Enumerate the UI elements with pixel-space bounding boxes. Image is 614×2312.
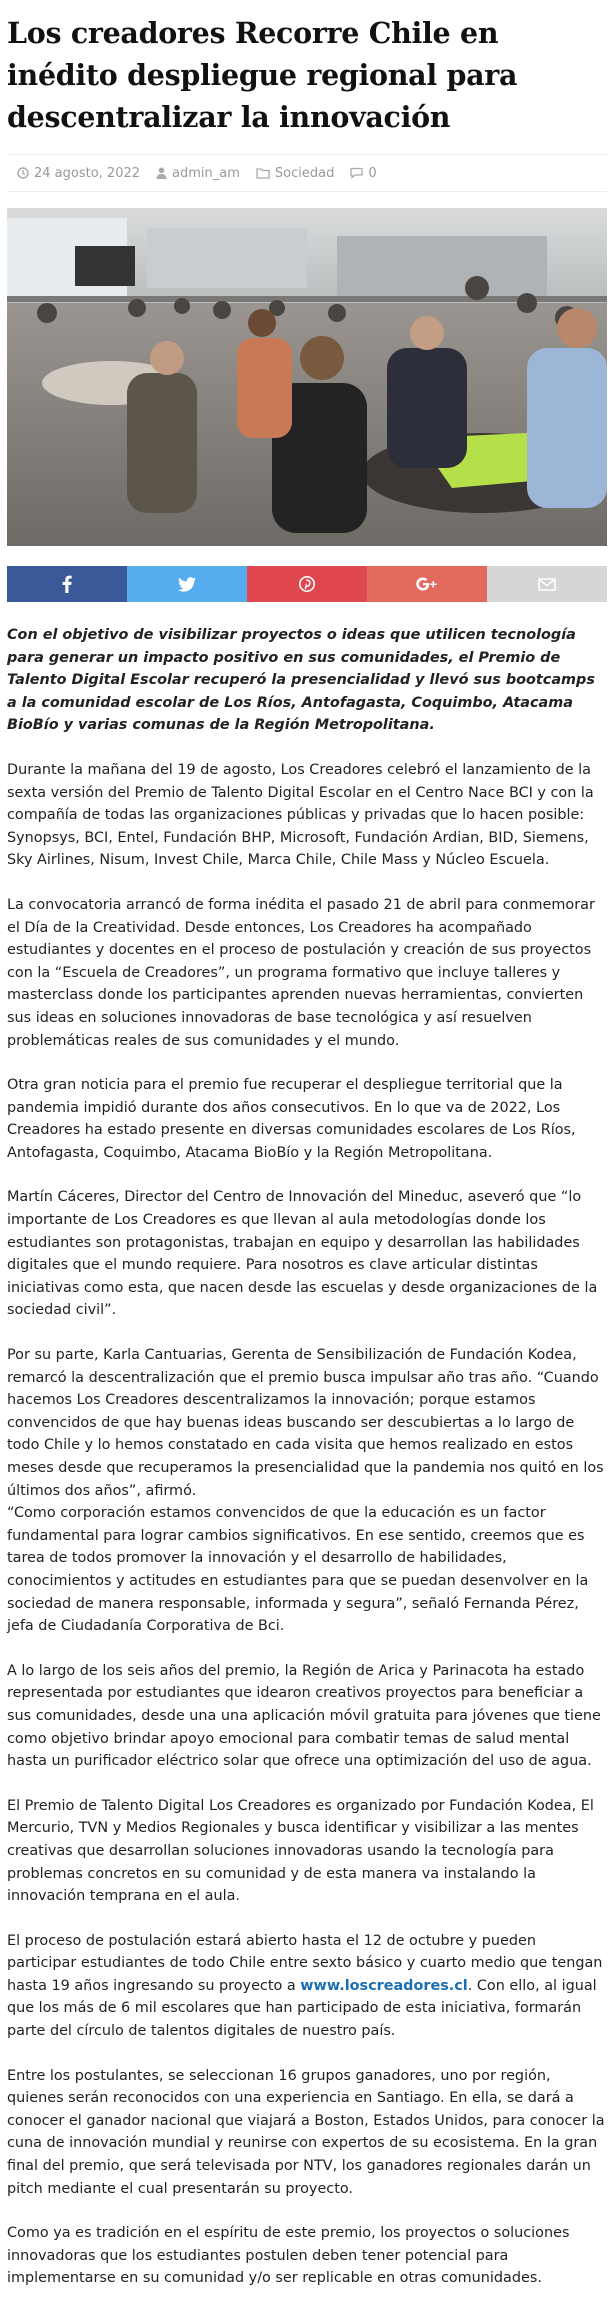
article xyxy=(7,0,607,2287)
meta-category[interactable] xyxy=(256,166,334,181)
article-meta xyxy=(7,154,607,192)
email-icon xyxy=(538,578,556,591)
twitter-icon xyxy=(178,577,196,592)
share-facebook-button[interactable] xyxy=(7,566,127,602)
article-title: Los creadores Recorre Chile en inédito despliegue regional para descentralizar la innovación xyxy=(7,16,518,134)
folder-icon xyxy=(256,167,270,179)
body-paragraph-9-start: El proceso de postulación estará abierto hasta el 12 de octubre y pueden participar estudiantes de todo Chile entre sexto básico y cuarto medio que tengan hasta 19 años ingresando su proyecto a xyxy=(7,1932,603,1994)
loscreadores-link[interactable]: www.loscreadores.cl xyxy=(300,1977,468,1994)
photo-of-workshop-room xyxy=(7,208,607,546)
share-email-button[interactable] xyxy=(487,566,607,602)
meta-author[interactable] xyxy=(156,166,240,181)
share-pinterest-button[interactable] xyxy=(247,566,367,602)
body-paragraph-1: Durante la mañana del 19 de agosto, Los Creadores celebró el lanzamiento de la sexta versión del Premio de Talento Digital Escolar en el Centro Nace BCI y con la compañía de todas las organizaciones públicas y privadas que lo hacen posible: Synopsys, BCI, Entel, Fundación BHP, Microsoft, Fundación Ardian, BID, Siemens, Sky Airlines, Nisum, Invest Chile, Marca Chile, Chile Mass y Núcleo Escuela. xyxy=(7,761,594,869)
meta-author-text: admin_am xyxy=(172,165,240,181)
user-icon xyxy=(156,167,167,179)
body-paragraph-4: Martín Cáceres, Director del Centro de Innovación del Mineduc, aseveró que “lo importante de Los Creadores es que llevan al aula metodologías donde los estudiantes son protagonistas, trabajan en equipo y desarrollan las habilidades digitales que el mundo requiere. Para nosotros es clave articular distintas iniciativas como esta, que nacen desde las escuelas y desde organizaciones de la sociedad civil”. xyxy=(7,1189,598,1319)
body-paragraph-3: Otra gran noticia para el premio fue recuperar el despliegue territorial que la pandemia impidió durante dos años consecutivos. En lo que va de 2022, Los Creadores ha estado presente en diversas comunidades escolares de Los Ríos, Antofagasta, Coquimbo, Atacama BioBío y la Región Metropolitana. xyxy=(7,1077,576,1161)
meta-comments[interactable] xyxy=(350,166,376,181)
share-bar xyxy=(7,566,607,602)
body-paragraph-5: Por su parte, Karla Cantuarias, Gerenta de Sensibilización de Fundación Kodea, remarcó la descentralización que el premio busca impulsar año tras año. “Cuando hacemos Los Creadores descentralizamos la innovación; porque estamos convencidos de que hay buenas ideas buscando ser descubiertas a lo largo de todo Chile y lo hemos constatado en cada visita que hemos realizado en estos meses desde que recuperamos la presencialidad que la pandemia nos quitó en los últimos dos años”, afirmó. xyxy=(7,1347,604,1499)
body-paragraph-11: Como ya es tradición en el espíritu de este premio, los proyectos o soluciones innovadoras que los estudiantes postulen deben tener potencial para implementarse en su comunidad y/o ser replicable en otras comunidades. xyxy=(7,2225,570,2287)
meta-date[interactable] xyxy=(17,166,140,181)
facebook-icon xyxy=(62,575,72,593)
clock-icon xyxy=(17,167,29,179)
body-paragraph-10: Entre los postulantes, se seleccionan 16 grupos ganadores, uno por región, quienes serán reconocidos con una experiencia en Santiago. En ella, se dará a conocer el ganador nacional que viajará a Boston, Estados Unidos, para conocer la cuna de innovación mundial y reunirse con expertos de su ecosistema. En la gran final del premio, que será televisada por NTV, los ganadores regionales darán un pitch mediante el cual presentarán su proyecto. xyxy=(7,2067,605,2197)
comment-icon xyxy=(350,167,363,179)
body-paragraph-8: El Premio de Talento Digital Los Creadores es organizado por Fundación Kodea, El Mercurio, TVN y Medios Regionales y busca identificar y visibilizar a las mentes creativas que desarrollan soluciones innovadoras usando la tecnología para problemas concretos en su comunidad y de esta manera va instalando la innovación temprana en el aula. xyxy=(7,1797,594,1905)
body-paragraph-9-end: . Con ello, al igual que los más de 6 mil escolares que han participado de esta iniciativa, formarán parte del círculo de talentos digitales de nuestro país. xyxy=(7,1977,597,2040)
body-paragraph-6: “Como corporación estamos convencidos de que la educación es un factor fundamental para lograr cambios significativos. En ese sentido, creemos que es tarea de todos promover la innovación y el desarrollo de habilidades, conocimientos y actitudes en estudiantes para que se puedan desenvolver en la sociedad de manera responsable, informada y segura”, señaló Fernanda Pérez, jefa de Ciudadanía Corporativa de Bci. xyxy=(7,1505,589,1635)
hero-image xyxy=(7,208,607,546)
lead-paragraph: Con el objetivo de visibilizar proyectos o ideas que utilicen tecnología para generar un impacto positivo en sus comunidades, el Premio de Talento Digital Escolar recuperó la presencialidad y llevó sus bootcamps a la comunidad escolar de Los Ríos, Antofagasta, Coquimbo, Atacama BioBío y varias comunas de la Región Metropolitana. xyxy=(7,627,595,734)
body-paragraph-7: A lo largo de los seis años del premio, la Región de Arica y Parinacota ha estado representada por estudiantes que idearon creativos proyectos para beneficiar a sus comunidades, desde una una aplicación móvil gratuita para jóvenes que tiene como objetivo brindar apoyo emocional para combatir temas de salud mental hasta un purificador eléctrico solar que ofrece una optimización del uso de agua. xyxy=(7,1662,601,1770)
share-google-plus-button[interactable] xyxy=(367,566,487,602)
google-plus-icon xyxy=(416,577,438,591)
meta-category-text: Sociedad xyxy=(274,165,335,181)
body-paragraph-2: La convocatoria arrancó de forma inédita el pasado 21 de abril para conmemorar el Día de la Creatividad. Desde entonces, Los Creadores ha acompañado estudiantes y docentes en el proceso de postulación y creación de sus proyectos con la “Escuela de Creadores”, un programa formativo que incluye talleres y masterclass donde los participantes aprenden nuevas herramientas, convierten sus ideas en soluciones innovadoras de base tecnológica y así resuelven problemáticas reales de sus comunidades y el mundo. xyxy=(7,896,595,1049)
article-body xyxy=(7,624,607,2312)
share-twitter-button[interactable] xyxy=(127,566,247,602)
pinterest-icon xyxy=(299,576,315,592)
meta-date-text: 24 agosto, 2022 xyxy=(34,165,141,181)
meta-comments-count: 0 xyxy=(368,165,377,181)
body-paragraph-9 xyxy=(7,1930,607,2043)
